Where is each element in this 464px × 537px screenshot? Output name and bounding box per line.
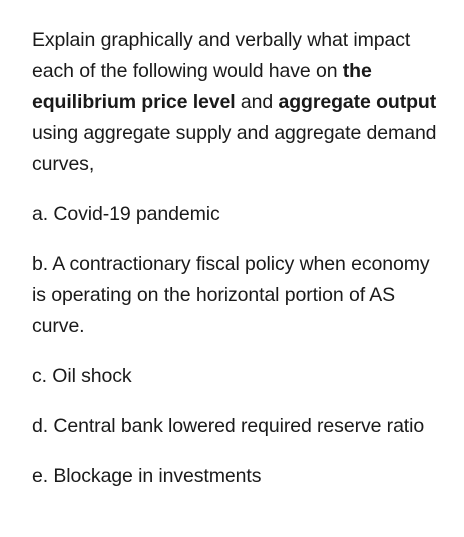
intro-text-2: and (235, 91, 279, 113)
question-text (32, 25, 442, 492)
intro-bold-aggregate-output: aggregate output (278, 91, 437, 113)
question-intro (32, 25, 442, 180)
question-item-e: e. Blockage in investments (32, 465, 262, 487)
question-item-a: a. Covid-19 pandemic (32, 203, 220, 225)
intro-text-1: Explain graphically and verbally what impact each of the following would have on (32, 29, 411, 82)
intro-bold-price-level: the equilibrium price level (32, 60, 372, 113)
intro-text-3: using aggregate supply and aggregate demand curves, (32, 122, 437, 175)
question-item-b: b. A contractionary fiscal policy when economy is operating on the horizontal portion of AS curve. (32, 253, 430, 337)
question-item-d: d. Central bank lowered required reserve ratio (32, 415, 425, 437)
question-item-c: c. Oil shock (32, 365, 132, 387)
